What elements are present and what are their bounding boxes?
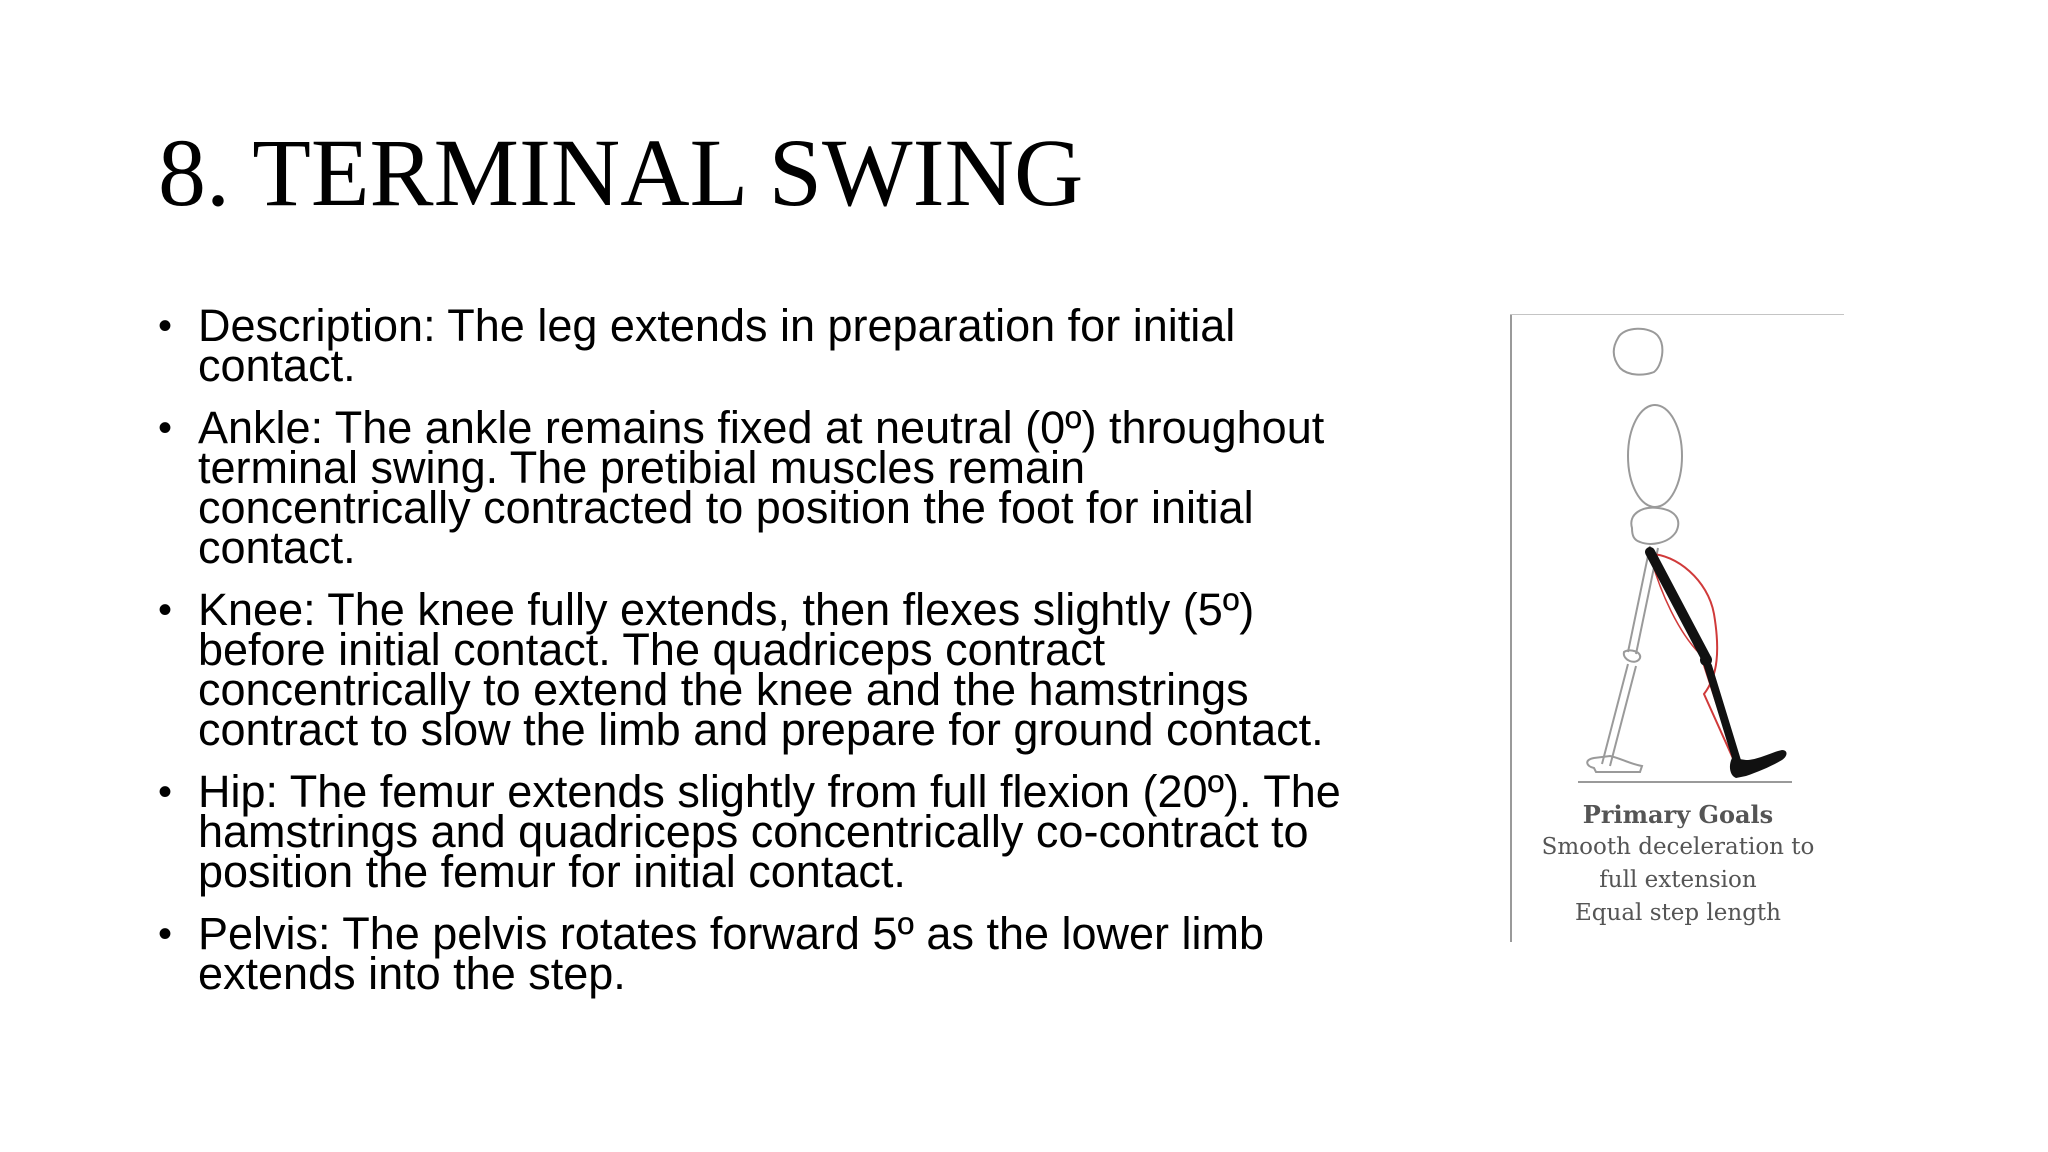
bullet-marker: • — [158, 304, 173, 348]
bullet-pelvis — [158, 908, 1418, 999]
primary-goals-caption — [1512, 798, 1844, 930]
slide-title: 8. TERMINAL SWING — [158, 119, 1084, 226]
bullet-hip — [158, 766, 1418, 897]
bullet-line: contract to slow the limb and prepare for ground contact. — [198, 704, 1324, 755]
primary-goals-title: Primary Goals — [1582, 800, 1774, 829]
trailing-shin — [1602, 664, 1636, 766]
primary-goals-line: Equal step length — [1575, 900, 1781, 926]
bullet-line: extends into the step. — [198, 948, 626, 999]
bullet-marker: • — [158, 588, 173, 632]
bullet-line: terminal swing. The pretibial muscles remain — [198, 442, 1086, 493]
bullet-line: concentrically contracted to position the foot for initial — [198, 482, 1254, 533]
primary-goals-line: Smooth deceleration to — [1541, 834, 1815, 860]
primary-goals-line: full extension — [1599, 867, 1757, 893]
bullet-line: Pelvis: The pelvis rotates forward 5º as the lower limb — [198, 908, 1265, 959]
bullet-line: Ankle: The ankle remains fixed at neutral (0º) throughout — [198, 402, 1325, 453]
skeleton-thorax — [1628, 405, 1682, 507]
trailing-knee — [1624, 650, 1640, 661]
bullet-marker: • — [158, 912, 173, 956]
gait-skeleton-illustration — [1510, 314, 1844, 794]
skeleton-head — [1614, 329, 1663, 375]
bullet-line: Hip: The femur extends slightly from full flexion (20º). The — [198, 766, 1341, 817]
leading-leg — [1650, 552, 1787, 778]
bullet-line: contact. — [198, 522, 356, 573]
bullet-line: concentrically to extend the knee and the hamstrings — [198, 664, 1249, 715]
trailing-foot — [1587, 756, 1642, 772]
bullet-line: Knee: The knee fully extends, then flexes slightly (5º) — [198, 584, 1255, 635]
bullet-line: before initial contact. The quadriceps contract — [198, 624, 1106, 675]
trailing-leg — [1587, 546, 1658, 772]
skeleton-pelvis — [1631, 508, 1678, 544]
bullet-knee — [158, 584, 1418, 755]
terminal-swing-figure — [1510, 314, 1844, 942]
bullet-list — [158, 300, 1418, 1016]
bullet-line: Description: The leg extends in preparation for initial — [198, 300, 1236, 351]
bullet-line: position the femur for initial contact. — [198, 846, 906, 897]
bullet-marker: • — [158, 406, 173, 450]
bullet-ankle — [158, 402, 1418, 573]
bullet-line: hamstrings and quadriceps concentrically co-contract to — [198, 806, 1309, 857]
bullet-description — [158, 300, 1418, 391]
leading-thigh — [1650, 552, 1706, 658]
bullet-line: contact. — [198, 340, 356, 391]
bullet-marker: • — [158, 770, 173, 814]
